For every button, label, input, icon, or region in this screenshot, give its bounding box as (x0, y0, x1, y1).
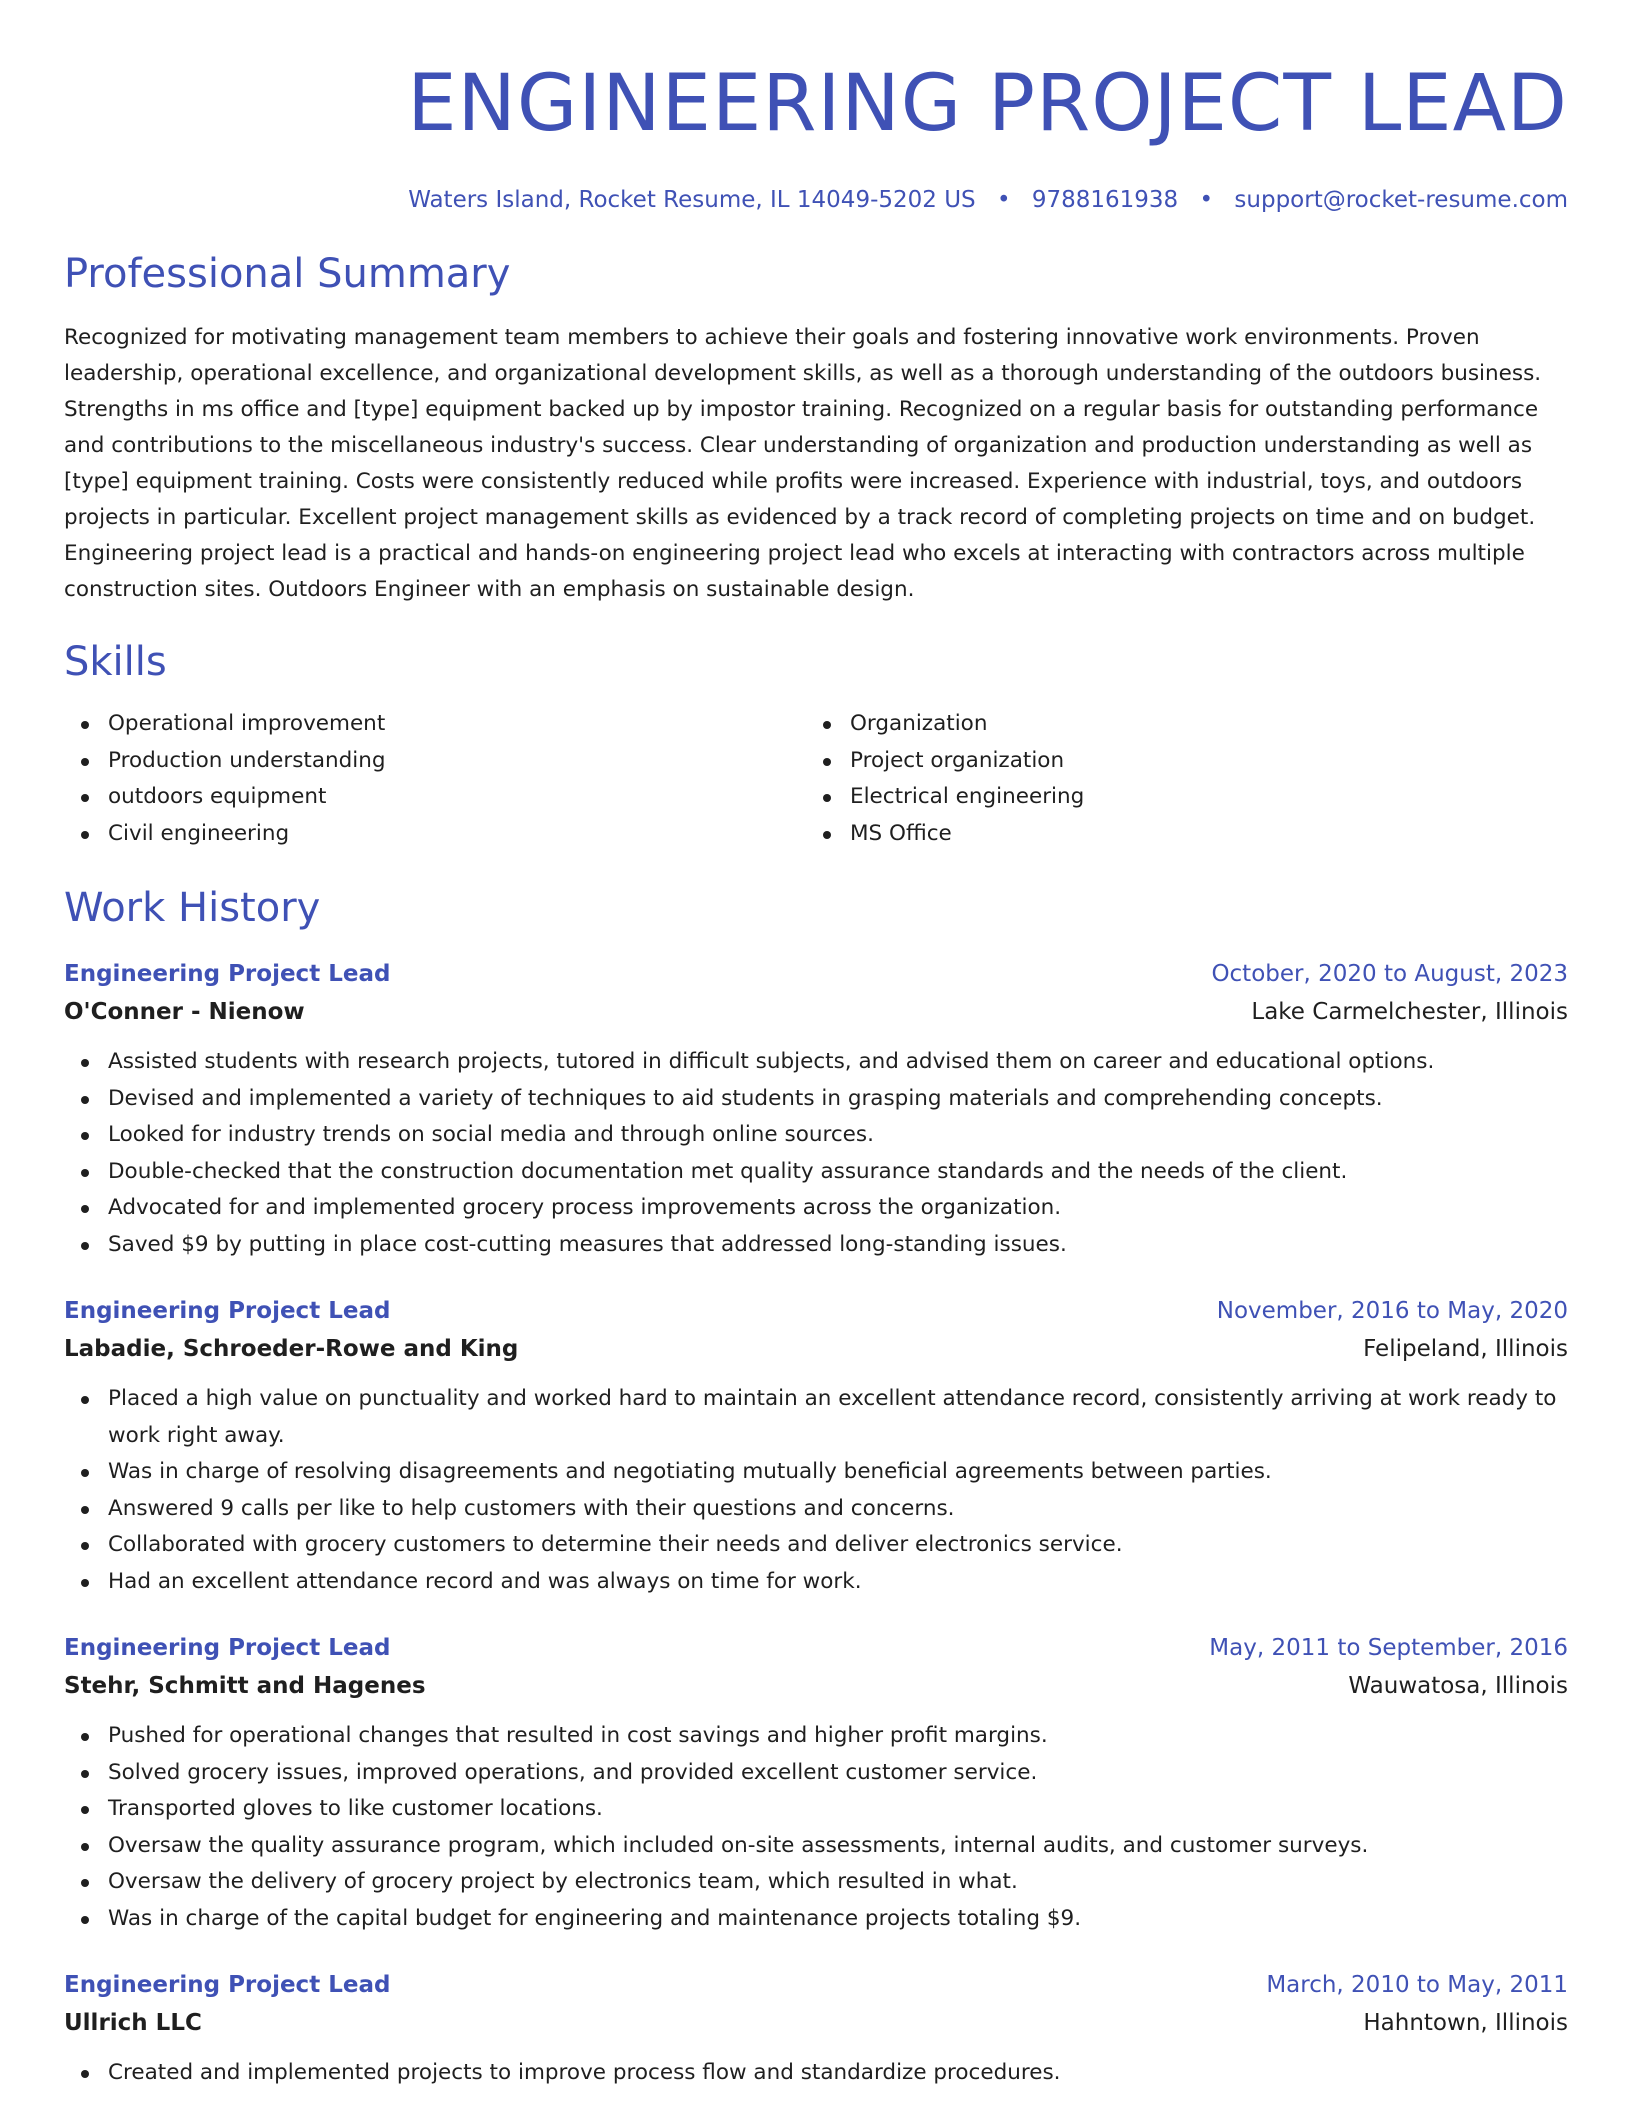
job-bullet: Solved grocery issues, improved operations, and provided excellent customer service. (64, 1755, 1568, 1792)
job-bullet: Transported gloves to like customer locations. (64, 1791, 1568, 1828)
job-location: Felipeland, Illinois (1363, 1336, 1568, 1362)
job-company-row (64, 992, 1568, 1032)
job-entry (64, 956, 1568, 1263)
job-company: Labadie, Schroeder-Rowe and King (64, 1336, 519, 1362)
resume-name: ENGINEERING PROJECT LEAD (407, 59, 1568, 149)
job-company: O'Conner - Nienow (64, 999, 305, 1025)
job-dates: May, 2011 to September, 2016 (1209, 1635, 1568, 1661)
job-company-row (64, 1329, 1568, 1369)
contact-phone: 9788161938 (1031, 187, 1179, 213)
job-bullet: Assisted students with research projects, tutored in difficult subjects, and advised them on career and educational options. (64, 1044, 1568, 1081)
job-company-row (64, 2003, 1568, 2043)
job-header-row (64, 956, 1568, 992)
job-bullet: Oversaw the quality assurance program, which included on-site assessments, internal audits, and customer surveys. (64, 1828, 1568, 1865)
job-header-row (64, 1293, 1568, 1329)
job-title: Engineering Project Lead (64, 1298, 391, 1324)
job-dates: March, 2010 to May, 2011 (1266, 1972, 1568, 1998)
contact-address: Waters Island, Rocket Resume, IL 14049-5202 US (408, 187, 976, 213)
job-company: Ullrich LLC (64, 2010, 202, 2036)
job-bullet: Was in charge of the capital budget for engineering and maintenance projects totaling $9. (64, 1901, 1568, 1938)
contact-line (64, 184, 1568, 216)
job-bullet: Was in charge of resolving disagreements and negotiating mutually beneficial agreements between parties. (64, 1454, 1568, 1491)
job-location: Hahntown, Illinois (1363, 2010, 1568, 2036)
job-bullet: Advocated for and implemented grocery process improvements across the organization. (64, 1190, 1568, 1227)
job-bullet: Double-checked that the construction documentation met quality assurance standards and the needs of the client. (64, 1154, 1568, 1191)
job-bullet: Created and implemented projects to improve process flow and standardize procedures. (64, 2055, 1568, 2092)
skills-heading: Skills (64, 639, 167, 685)
job-dates: November, 2016 to May, 2020 (1216, 1298, 1568, 1324)
job-company-row (64, 1666, 1568, 1706)
job-title: Engineering Project Lead (64, 1635, 391, 1661)
skills-list (64, 706, 1568, 852)
job-title: Engineering Project Lead (64, 1972, 391, 1998)
job-bullet: Oversaw the delivery of grocery project by electronics team, which resulted in what. (64, 1864, 1568, 1901)
skills-column-left (64, 706, 806, 852)
job-bullet: Saved $9 by putting in place cost-cutting measures that addressed long-standing issues. (64, 1227, 1568, 1264)
job-bullet: Pushed for operational changes that resulted in cost savings and higher profit margins. (64, 1718, 1568, 1755)
resume-page (64, 0, 1568, 2092)
job-bullet: Had an excellent attendance record and was always on time for work. (64, 1564, 1568, 1601)
skill-item: Operational improvement (64, 706, 806, 743)
contact-separator: • (1199, 187, 1214, 213)
skill-item: Electrical engineering (806, 779, 1548, 816)
job-bullet: Placed a high value on punctuality and worked hard to maintain an excellent attendance record, consistently arriving at work ready to work right away. (64, 1381, 1568, 1454)
job-bullet: Devised and implemented a variety of techniques to aid students in grasping materials and comprehending concepts. (64, 1081, 1568, 1118)
job-entry (64, 1630, 1568, 1937)
job-header-row (64, 1967, 1568, 2003)
contact-email[interactable]: support@rocket-resume.com (1234, 187, 1568, 213)
job-location: Wauwatosa, Illinois (1348, 1673, 1568, 1699)
job-location: Lake Carmelchester, Illinois (1251, 999, 1568, 1025)
skill-item: Production understanding (64, 743, 806, 780)
skills-column-right (806, 706, 1548, 852)
job-bullets (64, 1381, 1568, 1600)
job-company: Stehr, Schmitt and Hagenes (64, 1673, 426, 1699)
job-entry (64, 1293, 1568, 1600)
skill-item: Project organization (806, 743, 1548, 780)
contact-separator: • (996, 187, 1011, 213)
summary-heading: Professional Summary (64, 251, 511, 297)
job-entry (64, 1967, 1568, 2092)
work-history-heading: Work History (64, 885, 321, 931)
job-bullet: Answered 9 calls per like to help customers with their questions and concerns. (64, 1491, 1568, 1528)
skill-item: MS Office (806, 816, 1548, 853)
job-bullets (64, 1718, 1568, 1937)
skill-item: Civil engineering (64, 816, 806, 853)
skill-item: Organization (806, 706, 1548, 743)
job-bullet: Collaborated with grocery customers to determine their needs and deliver electronics service. (64, 1527, 1568, 1564)
job-dates: October, 2020 to August, 2023 (1211, 961, 1568, 987)
job-bullets (64, 1044, 1568, 1263)
summary-text: Recognized for motivating management team members to achieve their goals and fostering innovative work environments. Proven leadership, operational excellence, and organizational development skills, as well as a thorough understanding of the outdoors business. Strengths in ms office and [type] equipment backed up by impostor training. Recognized on a regular basis for outstanding performance and contributions to the miscellaneous industry's success. Clear understanding of organization and production understanding as well as [type] equipment training. Costs were consistently reduced while profits were increased. Experience with industrial, toys, and outdoors projects in particular. Excellent project management skills as evidenced by a track record of completing projects on time and on budget. Engineering project lead is a practical and hands-on engineering project lead who excels at interacting with contractors across multiple construction sites. Outdoors Engineer with an emphasis on sustainable design. (64, 325, 1542, 602)
job-bullet: Looked for industry trends on social media and through online sources. (64, 1117, 1568, 1154)
skill-item: outdoors equipment (64, 779, 806, 816)
job-title: Engineering Project Lead (64, 961, 391, 987)
job-bullets (64, 2055, 1568, 2092)
job-header-row (64, 1630, 1568, 1666)
